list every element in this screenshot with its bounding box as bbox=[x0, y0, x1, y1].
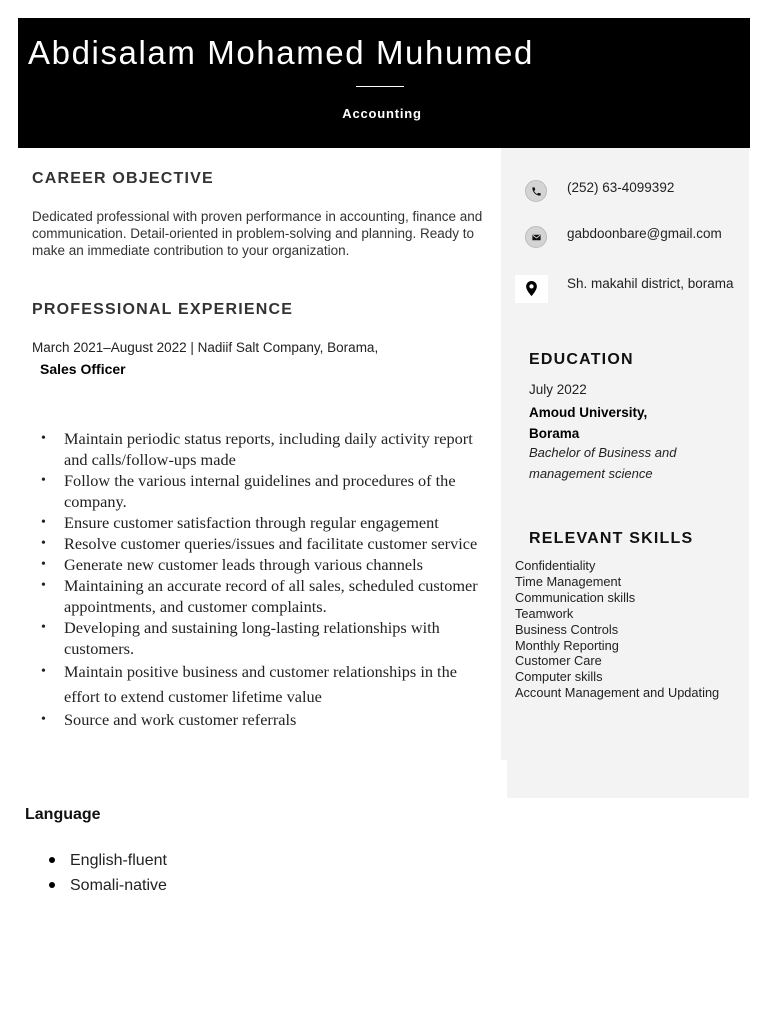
list-item: Confidentiality bbox=[515, 558, 596, 573]
list-item: • Developing and sustaining long-lasting relationships with customers. bbox=[64, 617, 494, 659]
list-item: • Resolve customer queries/issues and facilitate customer service bbox=[64, 533, 494, 554]
list-item: Monthly Reporting bbox=[515, 637, 619, 653]
duties-list bbox=[64, 428, 494, 730]
list-item: • Generate new customer leads through various channels bbox=[64, 554, 494, 575]
list-item: Account Management and Updating bbox=[515, 685, 720, 701]
mail-icon bbox=[525, 226, 547, 248]
email-address: gabdoonbare@gmail.com bbox=[567, 226, 722, 241]
header-divider bbox=[356, 86, 404, 87]
list-item: • Follow the various internal guidelines and procedures of the company. bbox=[64, 470, 494, 512]
candidate-role: Accounting bbox=[342, 106, 422, 121]
skills-list bbox=[515, 558, 719, 701]
experience-title: PROFESSIONAL EXPERIENCE bbox=[32, 301, 294, 318]
phone-number: (252) 63-4099392 bbox=[567, 180, 675, 195]
list-item: • Source and work customer referrals bbox=[64, 709, 494, 730]
skills-title: RELEVANT SKILLS bbox=[529, 530, 694, 547]
list-item: Time Management bbox=[515, 573, 622, 589]
list-item: • Maintain positive business and customer relationships in the effort to extend customer lifetime value bbox=[64, 659, 494, 709]
list-item: Somali-native bbox=[70, 873, 167, 898]
address-text: Sh. makahil district, borama bbox=[567, 276, 734, 291]
resume-header bbox=[18, 18, 750, 148]
candidate-name: Abdisalam Mohamed Muhumed bbox=[28, 34, 534, 71]
career-objective-title: CAREER OBJECTIVE bbox=[32, 170, 214, 187]
list-item: Business Controls bbox=[515, 621, 619, 637]
list-item: Computer skills bbox=[515, 669, 603, 685]
career-objective-text: Dedicated professional with proven performance in accounting, finance and communication. Detail-oriented in problem-solving and planning. Ready to make an immediate contribution to your organization. bbox=[32, 209, 483, 258]
education-school: Amoud University, Borama bbox=[529, 405, 648, 441]
list-item: Teamwork bbox=[515, 605, 574, 621]
job-period-company: March 2021–August 2022 | Nadiif Salt Company, Borama, bbox=[32, 340, 379, 355]
job-title: Sales Officer bbox=[40, 361, 126, 377]
education-degree: Bachelor of Business and management science bbox=[529, 445, 677, 481]
list-item: English-fluent bbox=[70, 848, 167, 873]
education-title: EDUCATION bbox=[529, 351, 634, 368]
language-list bbox=[70, 848, 167, 898]
list-item: • Maintaining an accurate record of all sales, scheduled customer appointments, and customer complaints. bbox=[64, 575, 494, 617]
list-item: Customer Care bbox=[515, 653, 602, 669]
education-date: July 2022 bbox=[529, 382, 587, 397]
location-pin-icon bbox=[515, 275, 548, 303]
list-item: • Maintain periodic status reports, including daily activity report and calls/follow-ups made bbox=[64, 428, 494, 470]
list-item: • Ensure customer satisfaction through regular engagement bbox=[64, 512, 494, 533]
phone-icon bbox=[525, 180, 547, 202]
language-title: Language bbox=[25, 806, 101, 823]
list-item: Communication skills bbox=[515, 589, 636, 605]
